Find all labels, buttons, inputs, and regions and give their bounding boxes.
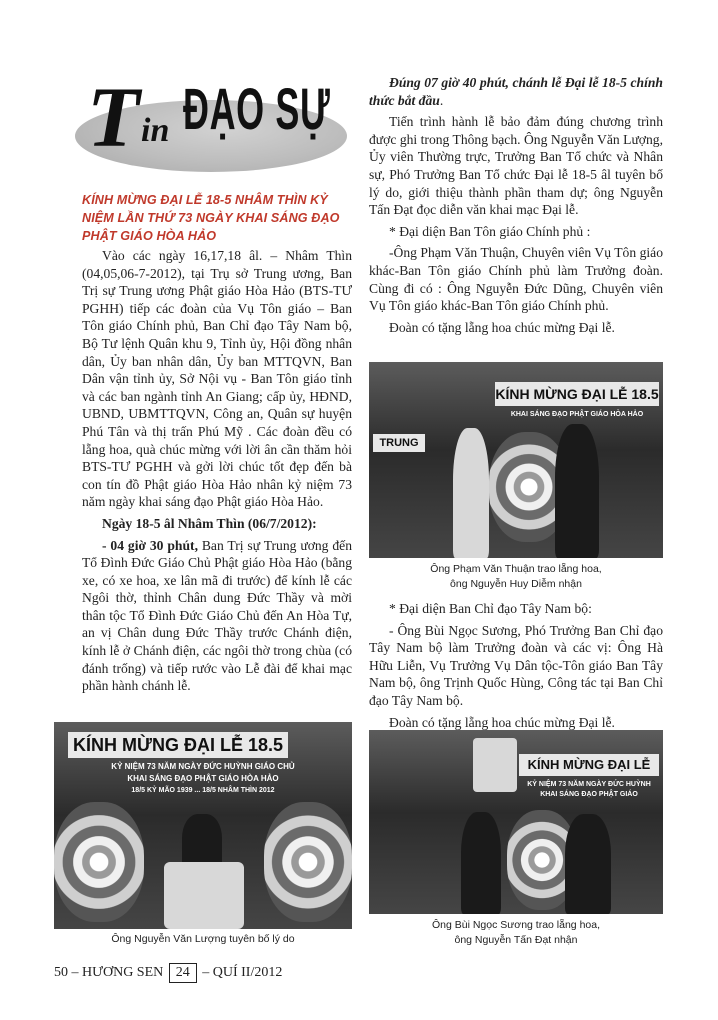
masthead-letters-in: in (141, 112, 170, 149)
paragraph-pham-van-thuan: -Ông Phạm Văn Thuận, Chuyên viên Vụ Tôn giáo khác-Ban Tôn giáo Chính phủ làm Trưởng đoàn. Cùng đi có : Ông Nguyễn Đức Dũng, Chuyên viên Vụ Tôn giáo khác-Ban Tôn giáo Chính phủ. (369, 245, 663, 314)
page-number-box: 24 (169, 963, 197, 983)
caption-line: Ông Phạm Văn Thuận trao lẵng hoa, (430, 563, 602, 575)
masthead-dao-su: ĐẠO SỰ (183, 77, 331, 142)
photo-banner-sub: KỶ NIỆM 73 NĂM NGÀY ĐỨC HUỲNH (527, 781, 651, 788)
photo-person-left (453, 428, 489, 558)
paragraph-0430 (82, 537, 352, 695)
right-column-top (369, 74, 663, 340)
ceremony-start: Đúng 07 giờ 40 phút, chánh lễ Đại lễ 18-5 chính thức bắt đầu (369, 75, 663, 108)
day-heading: Ngày 18-5 âl Nhâm Thìn (06/7/2012): (102, 515, 317, 531)
photo-person-right (555, 424, 599, 558)
photo-caption (369, 562, 663, 592)
photo-banner-sub: 18/5 KỶ MÃO 1939 ... 18/5 NHÂM THÌN 2012 (131, 787, 275, 794)
photo-speaker (54, 722, 352, 929)
photo-person-left (461, 812, 501, 914)
paragraph-southwest-delegation: * Đại diện Ban Chỉ đạo Tây Nam bộ: (389, 601, 592, 616)
photo-flower-presentation-1 (369, 362, 663, 558)
photo-banner: KÍNH MỪNG ĐẠI LỄ (519, 754, 659, 776)
photo-person-right (565, 814, 611, 914)
paragraph-intro: Vào các ngày 16,17,18 âl. – Nhâm Thìn (04,05,06-7-2012), tại Trụ sở Trung ương, Ban Trị sự Trung ương Phật giáo Hòa Hảo (BTS-TƯ PGHH) tiếp các đoàn của Vụ Tôn giáo – Ban Tôn giáo Chính phủ, Ban Chỉ đạo Tây Nam bộ, Bộ Tư lệnh Quân khu 9, Tỉnh ủy, Hội đồng nhân dân, Ủy ban nhân dân, Ủy ban MTTQVN, Ban Dân vận tỉnh ủy, Sở Nội vụ - Ban Tôn giáo tỉnh và các ban ngành tỉnh An Giang; cấp ủy, HĐND, UBND, UBMTTQVN, Công an, Quân sự huyện Phú Tân và thị trấn Phú Mỹ . Các đoàn đều có lẵng hoa, quà chúc mừng với lời ân cần thăm hỏi BTS-TƯ PGHH và gởi lời chúc tốt đẹp đến bà con tín đồ Phật giáo Hòa Hảo nhân kỷ niệm 73 năm ngày khai sáng đạo Phật giáo Hòa Hảo. (82, 248, 352, 510)
paragraph-procedure: Tiến trình hành lễ bảo đảm đúng chương trình được ghi trong Thông bạch. Ông Nguyễn Văn Lượng, Ủy viên Thường trực, Trưởng Ban Tổ chức và Nhân sự, Phó Trưởng Ban Tổ chức Đại lễ 18-5 âl tuyên bố lý do, giới thiệu thành phần tham dự; ông Nguyễn Tấn Đạt đọc diễn văn khai mạc Đại lễ. (369, 114, 663, 218)
paragraph-ceremony-start (369, 74, 663, 109)
caption-line: ông Nguyễn Huy Diễm nhận (450, 578, 582, 590)
photo-banner-sub: KỶ NIỆM 73 NĂM NGÀY ĐỨC HUỲNH GIÁO CHỦ (111, 762, 295, 771)
masthead-letter-t: T (87, 69, 140, 165)
caption-line: Ông Bùi Ngọc Sương trao lẵng hoa, (431, 919, 600, 931)
left-column (82, 191, 352, 699)
paragraph-bui-ngoc-suong: - Ông Bùi Ngọc Sương, Phó Trưởng Ban Chỉ đạo Tây Nam bộ làm Trưởng đoàn và các vị: Ông Hà Hữu Liễn, Vụ Trưởng Vụ Dân tộc-Tôn giáo Ban Tây Nam bộ, ông Trịnh Quốc Hùng, Công tác tại Ban Chỉ đạo Tây Nam bộ. (369, 622, 663, 708)
time-0430: - 04 giờ 30 phút, (102, 537, 198, 553)
photo-portrait (473, 738, 517, 792)
photo-flowers (54, 802, 144, 922)
caption-line: ông Nguyễn Tấn Đạt nhận (454, 934, 578, 946)
photo-banner-sub: KHAI SÁNG ĐẠO PHẬT GIÁO HÒA HẢO (127, 774, 279, 783)
photo-banner-sub: KHAI SÁNG ĐẠO PHẬT GIÁO (540, 791, 638, 798)
photo-banner: KÍNH MỪNG ĐẠI LỄ 18.5 (68, 732, 288, 758)
issue-label: – QUÍ II/2012 (202, 965, 283, 980)
ceremony-start-end: . (439, 92, 444, 108)
masthead-logo (75, 62, 355, 192)
publication-name: – HƯƠNG SEN (71, 965, 164, 980)
photo-side-sign: TRUNG (373, 434, 425, 452)
paragraph-gov-delegation: * Đại diện Ban Tôn giáo Chính phủ : (389, 223, 591, 239)
photo-flowers (264, 802, 352, 922)
photo-caption: Ông Nguyễn Văn Lượng tuyên bố lý do (111, 933, 295, 945)
page-footer (54, 963, 454, 983)
photo-flower-presentation-2 (369, 730, 663, 914)
page-number: 50 (54, 965, 68, 980)
photo-banner: KÍNH MỪNG ĐẠI LỄ 18.5 (495, 382, 659, 406)
photo-banner-sub: KHAI SÁNG ĐẠO PHẬT GIÁO HÒA HẢO (510, 411, 644, 418)
paragraph-0430-text: Ban Trị sự Trung ương đến Tổ Đình Đức Giáo Chủ Phật giáo Hòa Hảo (bằng xe, có xe hoa, xe lân mã đi trước) để kính lễ các Ngôi thờ, thỉnh Chân dung Đức Thầy và mời thân tộc Tổ Đình Đức Giáo Chủ đến An Hòa Tự, an vị Chân dung Đức Thầy trước Chánh điện, kính lễ ở Chánh điện, các ngôi thờ trong chùa (có đánh trống) và tiếp rước vào Lễ đài để khai mạc phần hành chánh lễ. (82, 537, 352, 694)
paragraph-flower-gift: Đoàn có tặng lẵng hoa chúc mừng Đại lễ. (389, 319, 615, 335)
photo-caption (369, 918, 663, 948)
photo-podium (164, 862, 244, 929)
paragraph-flower-gift-2: Đoàn có tặng lẵng hoa chúc mừng Đại lễ. (389, 714, 615, 730)
article-headline: KÍNH MỪNG ĐẠI LỄ 18-5 NHÂM THÌN KỶ NIỆM LẦN THỨ 73 NGÀY KHAI SÁNG ĐẠO PHẬT GIÁO HÒA HẢO (82, 193, 340, 243)
right-column-middle (369, 600, 663, 735)
